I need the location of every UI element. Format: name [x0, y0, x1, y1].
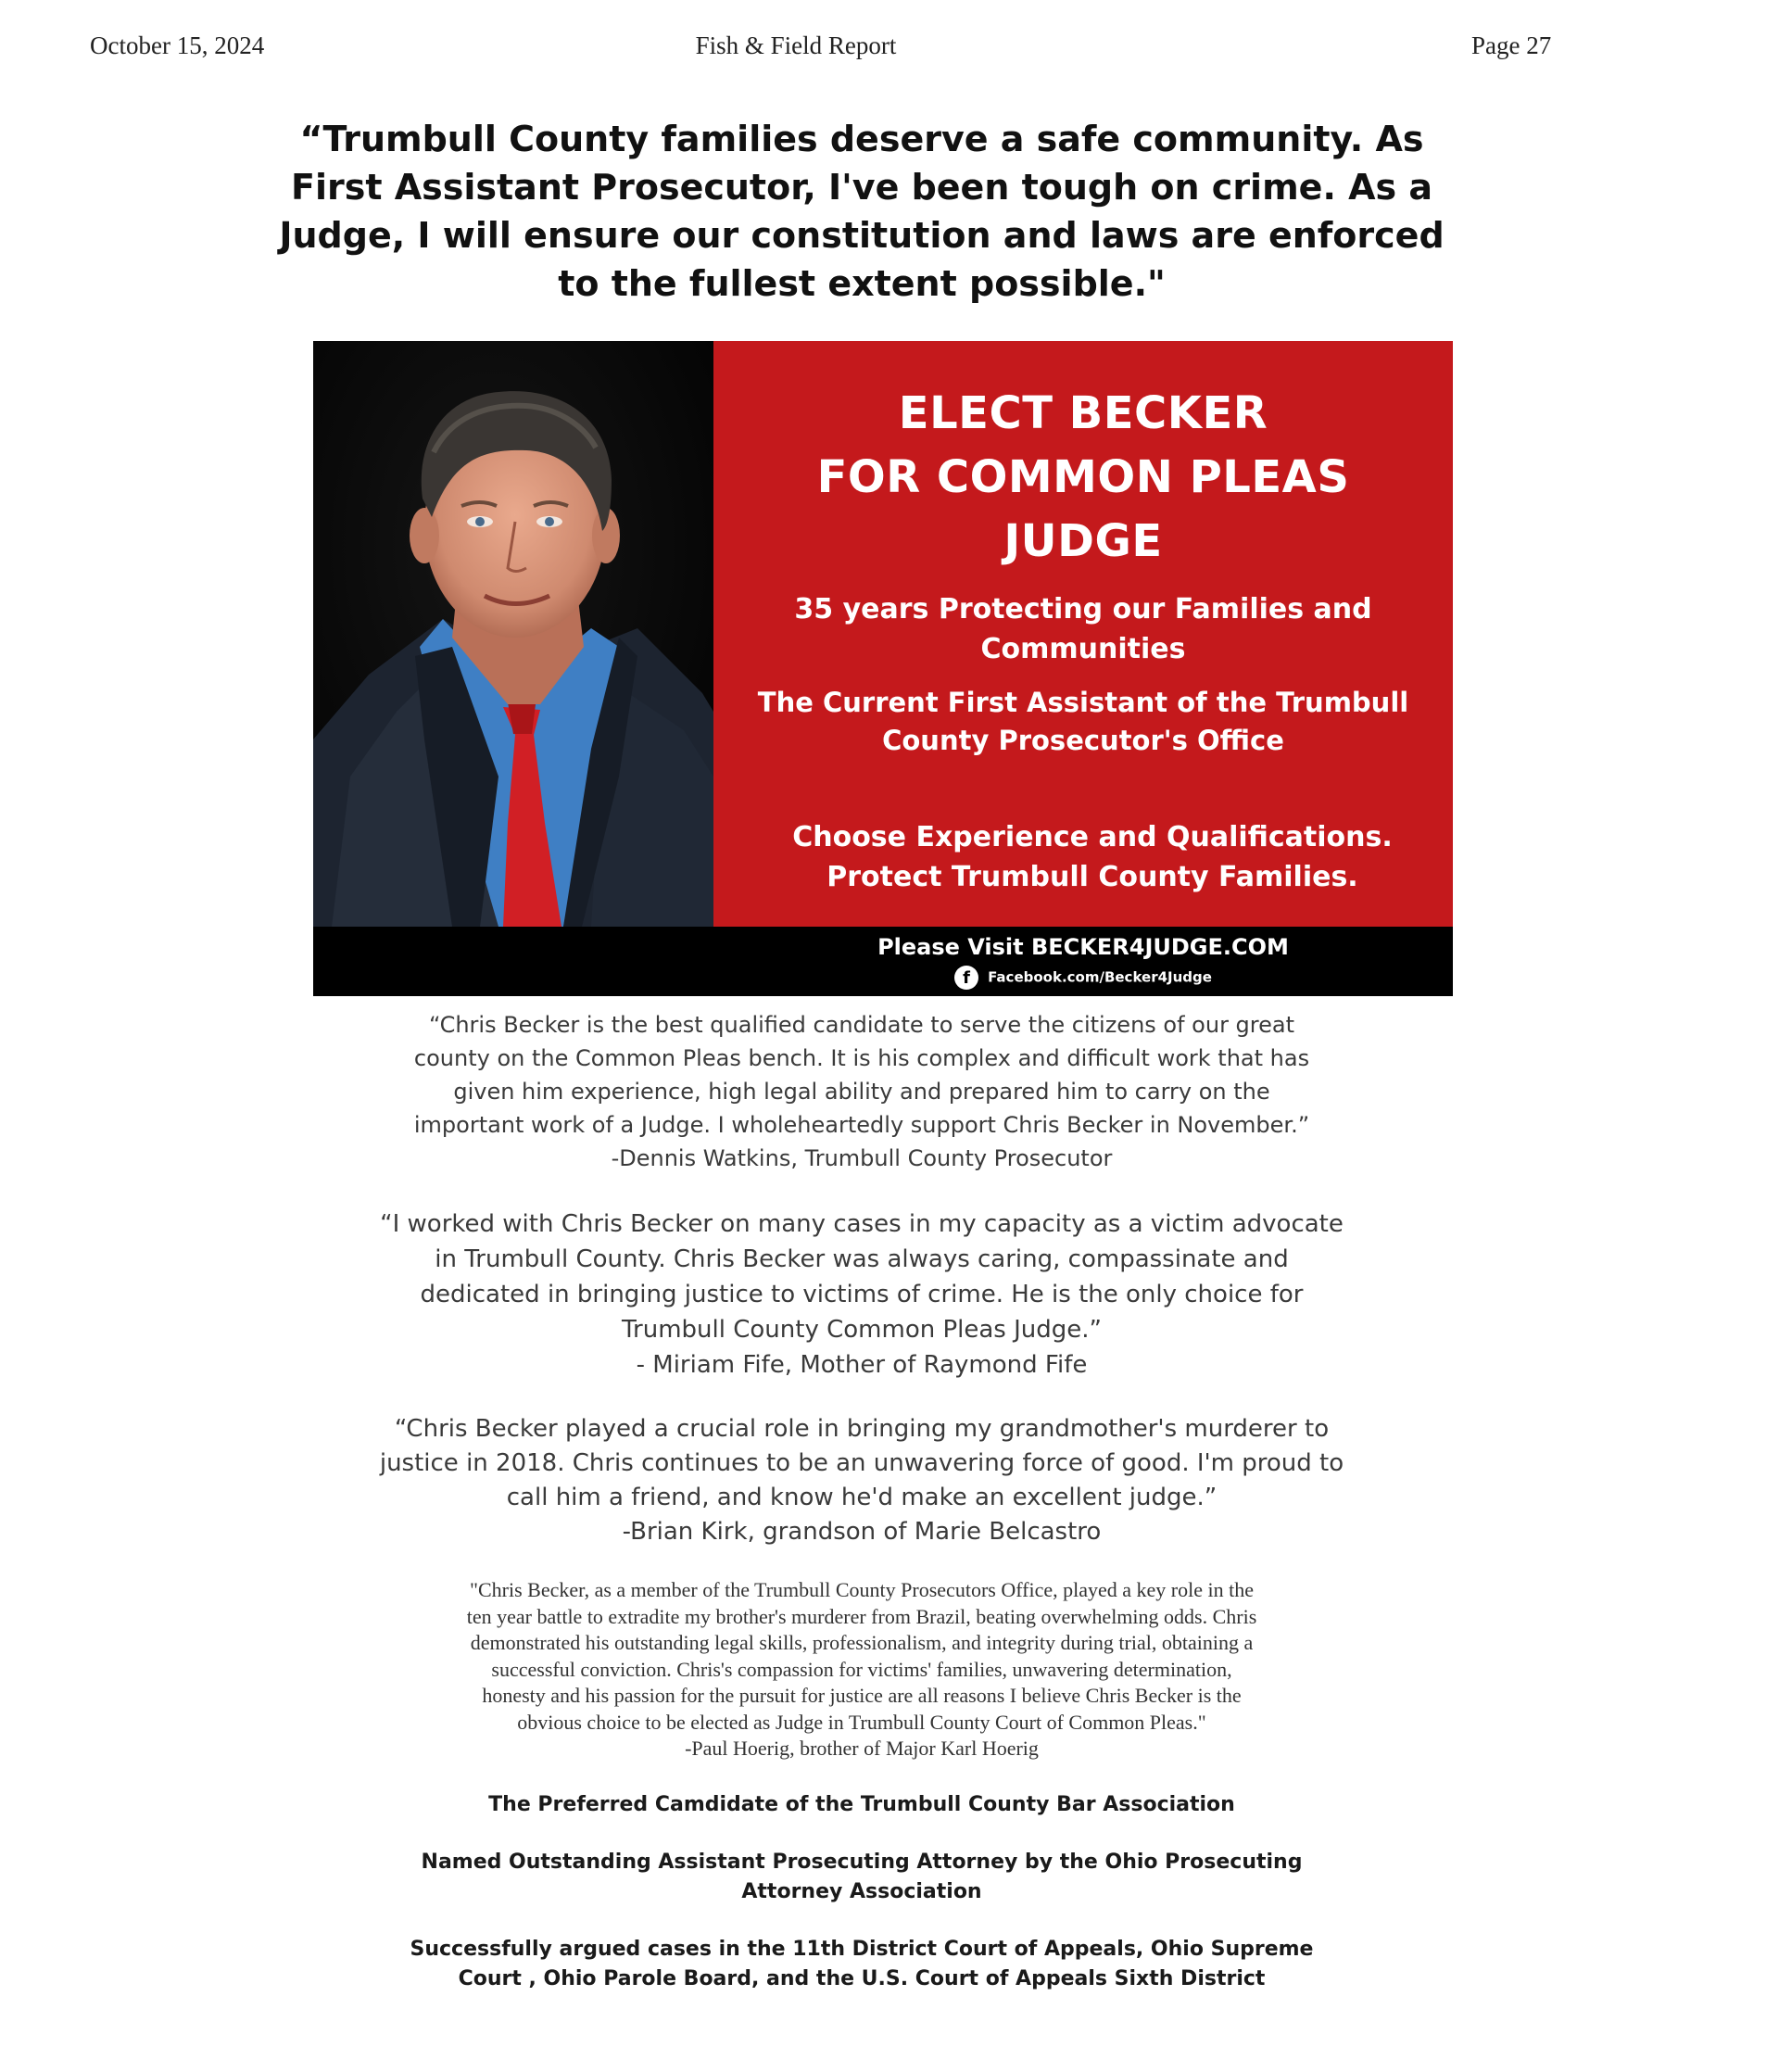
banner-footer [313, 927, 1453, 996]
header-page-number: Page 27 [1471, 32, 1552, 59]
header-date: October 15, 2024 [90, 32, 265, 59]
website-link[interactable]: Please Visit BECKER4JUDGE.COM [877, 934, 1289, 960]
campaign-banner [313, 341, 1453, 996]
testimonial-line: “Chris Becker is the best qualified candidate to serve the citizens of our great [428, 1012, 1295, 1038]
candidate-portrait-illustration [313, 341, 713, 927]
testimonial-line: justice in 2018. Chris continues to be an unwavering force of good. I'm proud to [379, 1449, 1344, 1477]
facebook-link[interactable]: Facebook.com/Becker4Judge [988, 968, 1212, 986]
testimonial-line: Trumbull County Common Pleas Judge.” [621, 1316, 1102, 1344]
testimonial-line: "Chris Becker, as a member of the Trumbull County Prosecutors Office, played a key role in the [470, 1578, 1254, 1601]
elect-title-line: FOR COMMON PLEAS [816, 451, 1350, 503]
credential-bar-association: The Preferred Camdidate of the Trumbull County Bar Association [488, 1793, 1235, 1816]
testimonial-line: obvious choice to be elected as Judge in Trumbull County Court of Common Pleas." [517, 1710, 1206, 1734]
elect-title [713, 382, 1453, 574]
testimonial-attribution: -Brian Kirk, grandson of Marie Belcastro [622, 1518, 1102, 1546]
testimonial-line: county on the Common Pleas bench. It is his complex and difficult work that has [413, 1045, 1310, 1071]
testimonial-line: successful conviction. Chris's compassion for victims' families, unwavering determination, [491, 1657, 1232, 1681]
facebook-row[interactable] [713, 966, 1453, 990]
testimonial-line: honesty and his passion for the pursuit for justice are all reasons I believe Chris Becker is the [482, 1684, 1242, 1707]
testimonial-line: ten year battle to extradite my brother's murderer from Brazil, beating overwhelming odds. Chris [466, 1604, 1257, 1628]
testimonial-line: “Chris Becker played a crucial role in bringing my grandmother's murderer to [394, 1415, 1330, 1443]
testimonial-attribution: -Dennis Watkins, Trumbull County Prosecutor [611, 1145, 1113, 1171]
testimonial-line: important work of a Judge. I wholeheartedly support Chris Becker in November.” [413, 1112, 1310, 1138]
testimonial-hoerig [269, 1577, 1455, 1762]
headline-quote: “Trumbull County families deserve a safe community. As First Assistant Prosecutor, I've been tough on crime. As a Judge, I will ensure our constitution and laws are enforced to the fullest extent possible." [279, 119, 1445, 304]
choose-line: Choose Experience and Qualifications. [792, 821, 1393, 853]
current-role: The Current First Assistant of the Trumbull County Prosecutor's Office [757, 687, 1409, 756]
campaign-red-panel [713, 341, 1453, 927]
candidate-photo [313, 341, 713, 927]
testimonial-line: given him experience, high legal ability and prepared him to carry on the [453, 1079, 1270, 1105]
testimonial-line: dedicated in bringing justice to victims of crime. He is the only choice for [420, 1281, 1304, 1308]
years-protecting: 35 years Protecting our Families and Communities [794, 593, 1372, 665]
elect-title-line: JUDGE [1003, 515, 1163, 567]
testimonial-line: call him a friend, and know he'd make an excellent judge.” [506, 1484, 1218, 1511]
facebook-icon: f [954, 966, 978, 990]
testimonial-line: demonstrated his outstanding legal skills, professionalism, and integrity during trial, obtaining a [470, 1631, 1254, 1654]
testimonial-attribution: -Paul Hoerig, brother of Major Karl Hoerig [685, 1737, 1039, 1760]
header-publication: Fish & Field Report [695, 32, 897, 59]
testimonial-fife [269, 1207, 1455, 1383]
page-header [0, 26, 1779, 67]
credential-argued-cases: Successfully argued cases in the 11th District Court of Appeals, Ohio Supreme Court , Ohio Parole Board, and the U.S. Court of Appeals Sixth District [410, 1938, 1314, 1990]
elect-title-line: ELECT BECKER [898, 387, 1268, 439]
testimonial-attribution: - Miriam Fife, Mother of Raymond Fife [636, 1351, 1088, 1379]
choose-experience [732, 817, 1453, 897]
testimonial-kirk [269, 1412, 1455, 1549]
testimonial-line: “I worked with Chris Becker on many cases in my capacity as a victim advocate [380, 1210, 1344, 1238]
testimonial-line: in Trumbull County. Chris Becker was always caring, compassinate and [435, 1245, 1289, 1273]
testimonial-watkins [269, 1008, 1455, 1175]
choose-line: Protect Trumbull County Families. [826, 861, 1358, 893]
credential-outstanding-attorney: Named Outstanding Assistant Prosecuting Attorney by the Ohio Prosecuting Attorney Association [421, 1851, 1303, 1903]
